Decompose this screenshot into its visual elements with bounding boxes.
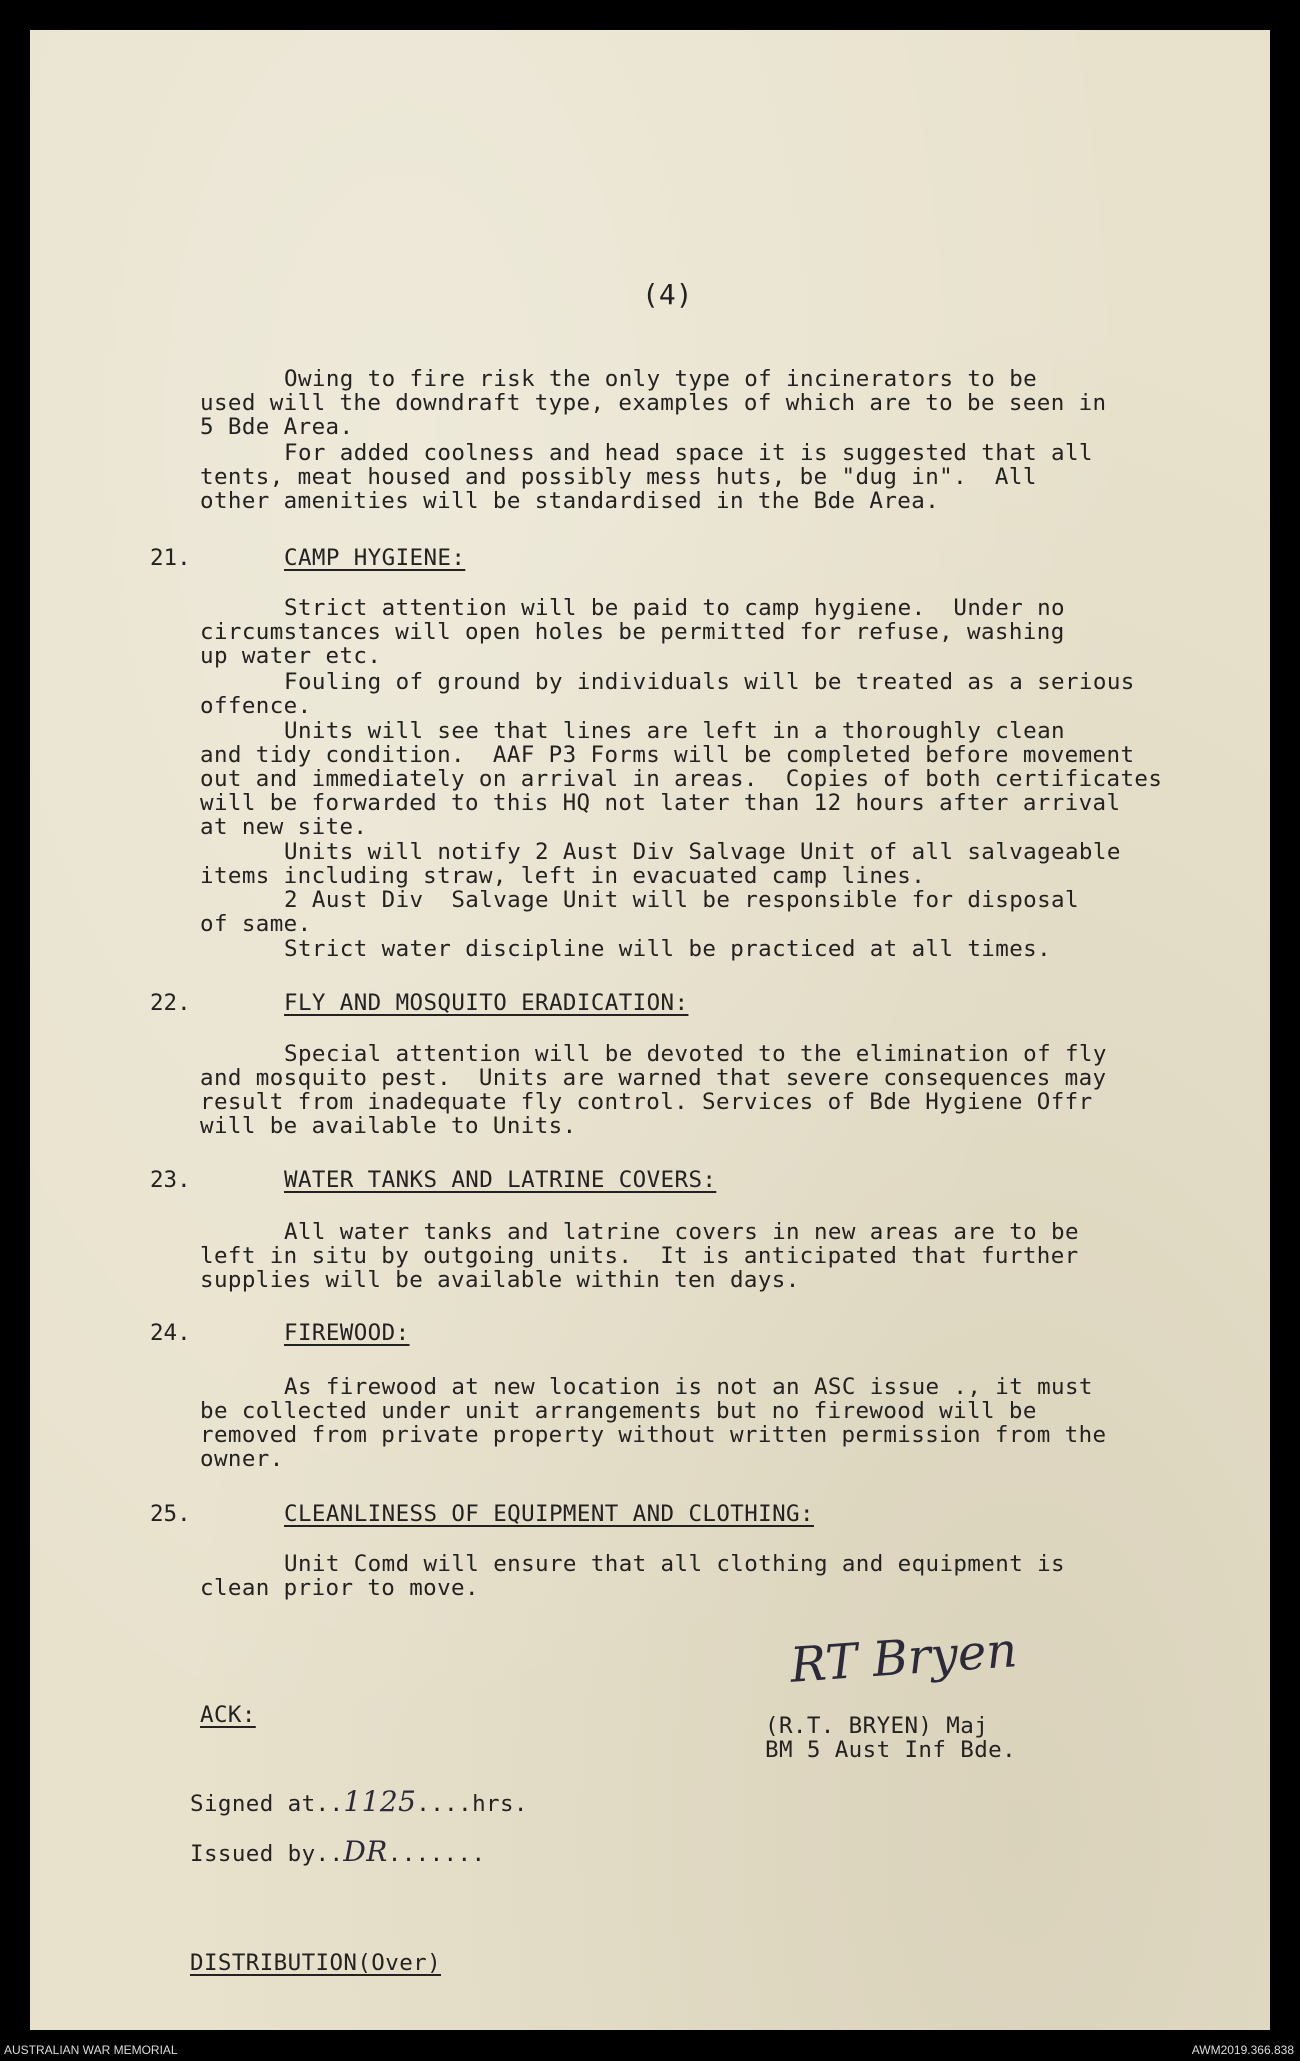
section-number: 25. bbox=[150, 1501, 191, 1527]
section-line: Strict water discipline will be practiced at all times. bbox=[284, 936, 1052, 962]
section-line: Special attention will be devoted to the elimination of fly bbox=[284, 1041, 1107, 1067]
section-heading: FIREWOOD: bbox=[284, 1320, 410, 1346]
issued-by-suffix: ....... bbox=[387, 1841, 486, 1867]
section-line: offence. bbox=[200, 693, 312, 719]
signed-at-line bbox=[190, 1785, 528, 1818]
section-line: owner. bbox=[200, 1446, 284, 1472]
section-line: up water etc. bbox=[200, 643, 382, 669]
section-line: of same. bbox=[200, 911, 312, 937]
intro-line: Owing to fire risk the only type of incinerators to be bbox=[284, 366, 1038, 392]
section-line: removed from private property without written permission from the bbox=[200, 1422, 1107, 1448]
section-line: left in situ by outgoing units. It is anticipated that further bbox=[200, 1243, 1079, 1269]
signed-at-prefix: Signed at.. bbox=[190, 1791, 344, 1817]
archive-reference: AWM2019.366.838 bbox=[1191, 2043, 1294, 2057]
section-line: will be forwarded to this HQ not later than 12 hours after arrival bbox=[200, 790, 1121, 816]
section-line: at new site. bbox=[200, 814, 368, 840]
page-number: (4) bbox=[642, 278, 693, 311]
signature-name: (R.T. BRYEN) Maj bbox=[765, 1713, 989, 1739]
section-heading: FLY AND MOSQUITO ERADICATION: bbox=[284, 990, 689, 1016]
issued-by-line bbox=[190, 1835, 486, 1868]
document-page bbox=[30, 30, 1270, 2030]
section-line: All water tanks and latrine covers in new areas are to be bbox=[284, 1219, 1079, 1245]
section-line: result from inadequate fly control. Services of Bde Hygiene Offr bbox=[200, 1089, 1093, 1115]
section-number: 23. bbox=[150, 1167, 191, 1193]
section-heading: WATER TANKS AND LATRINE COVERS: bbox=[284, 1167, 717, 1193]
section-heading: CAMP HYGIENE: bbox=[284, 545, 466, 571]
section-line: As firewood at new location is not an ASC issue ., it must bbox=[284, 1374, 1093, 1400]
intro-line: used will the downdraft type, examples of which are to be seen in bbox=[200, 390, 1107, 416]
intro-line: For added coolness and head space it is suggested that all bbox=[284, 440, 1093, 466]
section-heading: CLEANLINESS OF EQUIPMENT AND CLOTHING: bbox=[284, 1501, 814, 1527]
section-line: and tidy condition. AAF P3 Forms will be completed before movement bbox=[200, 742, 1135, 768]
ack-label: ACK: bbox=[200, 1702, 256, 1728]
section-line: Strict attention will be paid to camp hygiene. Under no bbox=[284, 595, 1065, 621]
section-line: will be available to Units. bbox=[200, 1113, 577, 1139]
signed-at-time: 1125 bbox=[343, 1785, 417, 1818]
section-line: be collected under unit arrangements but no firewood will be bbox=[200, 1398, 1037, 1424]
section-line: clean prior to move. bbox=[200, 1575, 479, 1601]
section-line: and mosquito pest. Units are warned that severe consequences may bbox=[200, 1065, 1107, 1091]
intro-line: tents, meat housed and possibly mess huts, be "dug in". All bbox=[200, 464, 1037, 490]
section-line: supplies will be available within ten days. bbox=[200, 1267, 800, 1293]
signed-at-suffix: ....hrs. bbox=[416, 1791, 528, 1817]
section-line: items including straw, left in evacuated camp lines. bbox=[200, 863, 926, 889]
issued-by-prefix: Issued by.. bbox=[190, 1841, 344, 1867]
archive-credit: AUSTRALIAN WAR MEMORIAL bbox=[4, 2043, 178, 2057]
issued-by-initials: DR bbox=[343, 1835, 388, 1868]
intro-line: other amenities will be standardised in the Bde Area. bbox=[200, 488, 940, 514]
section-line: circumstances will open holes be permitted for refuse, washing bbox=[200, 619, 1065, 645]
section-line: 2 Aust Div Salvage Unit will be responsible for disposal bbox=[284, 887, 1079, 913]
section-line: Unit Comd will ensure that all clothing and equipment is bbox=[284, 1551, 1065, 1577]
section-number: 22. bbox=[150, 990, 191, 1016]
section-line: out and immediately on arrival in areas. Copies of both certificates bbox=[200, 766, 1163, 792]
distribution-note: DISTRIBUTION(Over) bbox=[190, 1950, 442, 1976]
section-line: Fouling of ground by individuals will be treated as a serious bbox=[284, 669, 1135, 695]
signature-title: BM 5 Aust Inf Bde. bbox=[765, 1737, 1017, 1763]
section-number: 21. bbox=[150, 545, 191, 571]
handwritten-signature: RT Bryen bbox=[788, 1622, 1019, 1694]
section-line: Units will notify 2 Aust Div Salvage Unit of all salvageable bbox=[284, 839, 1121, 865]
section-line: Units will see that lines are left in a thoroughly clean bbox=[284, 718, 1065, 744]
section-number: 24. bbox=[150, 1320, 191, 1346]
intro-line: 5 Bde Area. bbox=[200, 414, 354, 440]
